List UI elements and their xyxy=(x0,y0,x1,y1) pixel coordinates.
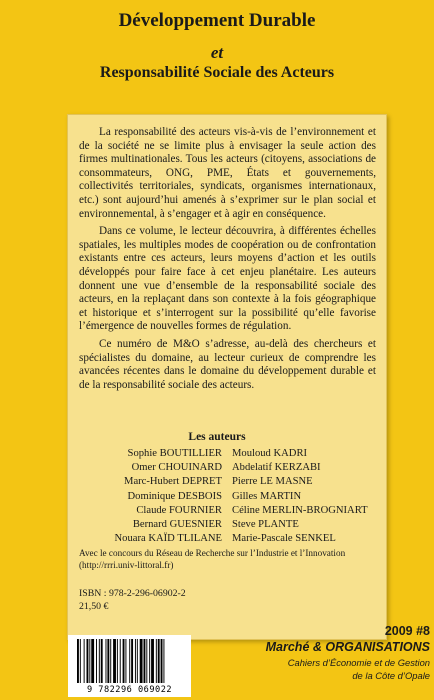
barcode-bar xyxy=(101,639,103,683)
barcode-bar xyxy=(151,639,154,683)
barcode-bars xyxy=(68,635,191,685)
support-text: Avec le concours du Réseau de Recherche sur l’Industrie et l’Innovation xyxy=(79,548,346,558)
barcode-bar xyxy=(106,639,107,683)
paragraph-2: Dans ce volume, le lecteur découvrira, à différentes échelles spatiales, les multiples modes de coopération ou de confrontation existants entre ces acteurs, leurs moyens d’action et les outils développés pour faire face à cet enjeu planétaire. Les auteurs donnent une vue d’ensemble de la responsabilité sociale des acteurs, en la replaçant dans son contexte à la fois géographique et historique et s’interrogent sur la possibilité qu’elle favorise l’émergence de nouvelles formes de régulation. xyxy=(79,225,376,333)
barcode-bar xyxy=(84,639,85,683)
barcode-bar xyxy=(113,639,116,683)
author-name: Claude FOURNIER xyxy=(136,504,222,516)
paragraph-3: Ce numéro de M&O s’adresse, au-delà des chercheurs et spécialistes du domaine, au lecteur curieux de comprendre les avancées récentes dans le domaine du développement durable et de la responsabilité sociale des acteurs. xyxy=(79,337,376,391)
isbn-block xyxy=(79,588,259,613)
barcode xyxy=(68,635,191,697)
author-name: Mouloud KADRI xyxy=(232,448,308,459)
barcode-bar xyxy=(140,639,143,683)
author-name: Marie-Pascale SENKEL xyxy=(232,533,336,545)
author-name: Marc-Hubert DEPRET xyxy=(124,476,222,488)
main-title-line3: Responsabilité Sociale des Acteurs xyxy=(99,64,335,81)
isbn-number: ISBN : 978-2-296-06902-2 xyxy=(79,588,186,599)
authors-right-column xyxy=(232,447,382,546)
author-name: Sophie BOUTILLIER xyxy=(127,448,222,459)
journal-subtitle-line2: de la Côte d’Opale xyxy=(352,670,430,681)
paragraph-1: La responsabilité des acteurs vis-à-vis de l’environnement et de la société ne se limite plus à envisager la seule action des firmes multinationales. Tous les acteurs (citoyens, associations de consommateurs, ONG, PME, États et gouvernements, collectivités territoriales, syndicats, organismes internationaux, etc.) sont aujourd’hui amenés à s’exprimer sur le plan social et environnemental, à s’engager et à agir en conséquence. xyxy=(79,126,376,220)
barcode-bar xyxy=(161,639,163,683)
support-url: (http://rrri.univ-littoral.fr) xyxy=(79,560,174,570)
journal-subtitle-line1: Cahiers d’Économie et de Gestion xyxy=(287,657,430,668)
barcode-bar xyxy=(80,639,81,683)
barcode-bar xyxy=(135,639,136,683)
barcode-bar xyxy=(96,639,97,683)
barcode-bar xyxy=(137,639,138,683)
barcode-bar xyxy=(87,639,89,683)
back-cover-text xyxy=(79,126,376,396)
barcode-bar xyxy=(107,639,109,683)
author-name: Steve PLANTE xyxy=(232,519,299,531)
barcode-bar xyxy=(158,639,160,683)
barcode-number: 9 782296 069022 xyxy=(86,685,173,695)
author-name: Omer CHOUINARD xyxy=(131,462,222,474)
barcode-bar xyxy=(89,639,90,683)
barcode-bar xyxy=(149,639,150,683)
journal-name: Marché & ORGANISATIONS xyxy=(265,640,430,654)
barcode-bar xyxy=(163,639,164,683)
barcode-bar xyxy=(156,639,157,683)
barcode-bar xyxy=(131,639,133,683)
author-name: Bernard GUESNIER xyxy=(132,519,222,531)
main-title-connector: et xyxy=(210,43,224,62)
barcode-bar xyxy=(146,639,147,683)
author-name: Nouara KAÏD TLILANE xyxy=(114,533,222,545)
barcode-bar xyxy=(117,639,118,683)
authors-left-column xyxy=(82,447,222,546)
barcode-bar xyxy=(144,639,146,683)
barcode-bar xyxy=(77,639,79,683)
barcode-bar xyxy=(110,639,111,683)
author-name: Abdelatif KERZABI xyxy=(232,462,321,474)
price: 21,50 € xyxy=(79,600,109,612)
authors-heading: Les auteurs xyxy=(188,431,246,443)
barcode-bar xyxy=(123,639,125,683)
issue-number: 2009 #8 xyxy=(384,624,430,638)
barcode-bar xyxy=(120,639,121,683)
author-name: Céline MERLIN-BROGNIART xyxy=(232,504,368,516)
barcode-bar xyxy=(125,639,126,683)
barcode-bar xyxy=(99,639,100,683)
author-name: Pierre LE MASNE xyxy=(232,476,313,488)
author-name: Dominique DESBOIS xyxy=(127,490,222,502)
barcode-bar xyxy=(129,639,130,683)
author-name: Gilles MARTIN xyxy=(232,490,302,502)
support-notice xyxy=(79,547,379,571)
main-title-line1: Développement Durable xyxy=(118,10,316,31)
barcode-bar xyxy=(91,639,94,683)
